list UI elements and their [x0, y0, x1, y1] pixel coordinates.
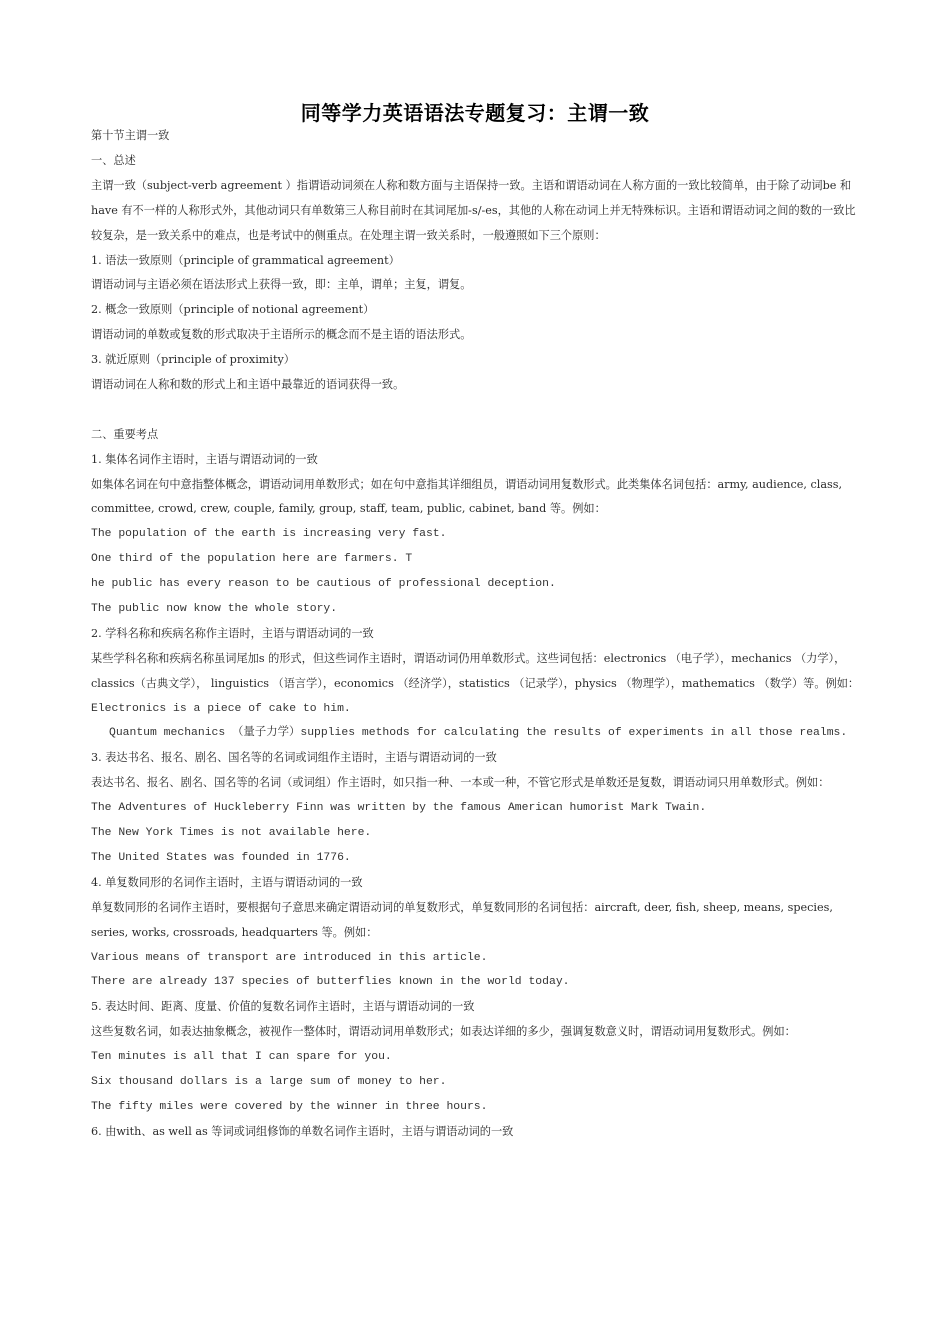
list-item: 4. 单复数同形的名词作主语时，主语与谓语动词的一致 [91, 875, 363, 889]
blank-line [91, 398, 861, 423]
list-item: 1. 集体名词作主语时，主语与谓语动词的一致 [91, 452, 318, 466]
paragraph: 谓语动词与主语必须在语法形式上获得一致，即：主单，谓单；主复，谓复。 [91, 278, 472, 292]
example-sentence: The New York Times is not available here. [91, 827, 372, 840]
example-sentence: Quantum mechanics （量子力学）supplies methods for calculating the results of experiments in all those realms. [109, 727, 848, 740]
list-item: 3. 表达书名、报名、剧名、国名等的名词或词组作主语时，主语与谓语动词的一致 [91, 751, 497, 765]
example-sentence: The fifty miles were covered by the winner in three hours. [91, 1100, 488, 1113]
list-item: 3. 就近原则（principle of proximity） [91, 353, 295, 367]
example-sentence: One third of the population here are farmers. T [91, 553, 413, 566]
paragraph: 某些学科名称和疾病名称虽词尾加s 的形式，但这些词作主语时，谓语动词仍用单数形式。这些词包括：electronics （电子学），mechanics （力学），classics（古典文学）， linguistics （语言学），economics （经济学），statistics （记录学），physics （物理学），mathematics （数学）等。例如： [91, 651, 860, 690]
subsection-heading: 二、重要考点 [91, 427, 159, 441]
example-sentence: Ten minutes is all that I can spare for you. [91, 1051, 392, 1064]
paragraph: 这些复数名词，如表达抽象概念，被视作一整体时，谓语动词用单数形式；如表达详细的多少，强调复数意义时，谓语动词用复数形式。例如： [91, 1025, 796, 1039]
example-sentence: The public now know the whole story. [91, 603, 338, 615]
section-heading: 第十节主谓一致 [91, 129, 170, 142]
list-item: 2. 概念一致原则（principle of notional agreement） [91, 303, 375, 317]
example-sentence: The Adventures of Huckleberry Finn was written by the famous American humorist Mark Twain. [91, 802, 707, 815]
paragraph: 单复数同形的名词作主语时，要根据句子意思来确定谓语动词的单复数形式，单复数同形的名词包括：aircraft, deer, fish, sheep, means, species, series, works, crossroads, headquarters 等。例如： [91, 900, 833, 939]
example-sentence: The population of the earth is increasing very fast. [91, 528, 447, 541]
paragraph: 谓语动词在人称和数的形式上和主语中最靠近的语词获得一致。 [91, 377, 405, 391]
example-sentence: Various means of transport are introduced in this article. [91, 951, 488, 964]
example-sentence: Six thousand dollars is a large sum of money to her. [91, 1076, 447, 1089]
list-item: 2. 学科名称和疾病名称作主语时，主语与谓语动词的一致 [91, 626, 374, 640]
list-item: 1. 语法一致原则（principle of grammatical agreement） [91, 253, 400, 267]
example-sentence: The United States was founded in 1776. [91, 851, 351, 864]
example-sentence: he public has every reason to be cautious of professional deception. [91, 578, 556, 591]
paragraph: 谓语动词的单数或复数的形式取决于主语所示的概念而不是主语的语法形式。 [91, 328, 472, 342]
example-sentence: Electronics is a piece of cake to him. [91, 702, 351, 715]
paragraph: 表达书名、报名、剧名、国名等的名词（或词组）作主语时，如只指一种、一本或一种，不管它形式是单数还是复数，谓语动词只用单数形式。例如： [91, 776, 830, 790]
list-item: 6. 由with、as well as 等词或词组修饰的单数名词作主语时，主语与谓语动词的一致 [91, 1124, 514, 1138]
document-body [91, 124, 861, 1145]
paragraph: 主谓一致（subject-verb agreement ）指谓语动词须在人称和数方面与主语保持一致。主语和谓语动词在人称方面的一致比较简单，由于除了动词be 和have 有不一样的人称形式外，其他动词只有单数第三人称目前时在其词尾加-s/-es，其他的人称在动词上并无特殊标识。主语和谓语动词之间的数的一致比较复杂，是一致关系中的难点，也是考试中的侧重点。在处理主谓一致关系时，一般遵照如下三个原则： [91, 178, 856, 242]
paragraph: 如集体名词在句中意指整体概念，谓语动词用单数形式；如在句中意指其详细组员，谓语动词用复数形式。此类集体名词包括：army, audience, class, committee, crowd, crew, couple, family, group, staff, team, public, cabinet, band 等。例如： [91, 477, 843, 516]
page-title: 同等学力英语语法专题复习：主谓一致 [300, 101, 650, 125]
list-item: 5. 表达时间、距离、度量、价值的复数名词作主语时，主语与谓语动词的一致 [91, 1000, 475, 1014]
subsection-heading: 一、总述 [91, 153, 136, 167]
example-sentence: There are already 137 species of butterflies known in the world today. [91, 976, 570, 989]
